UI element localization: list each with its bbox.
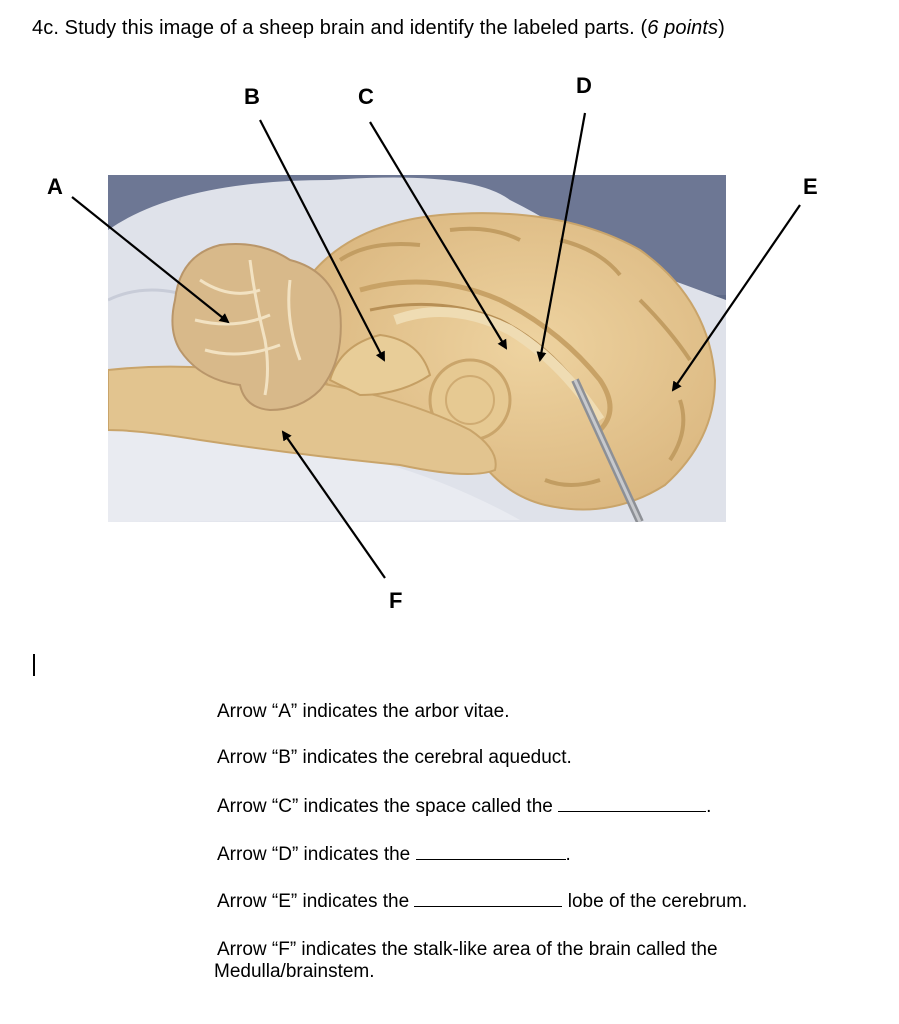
statement-f-continuation: Medulla/brainstem.: [214, 961, 375, 982]
question-title: 4c. Study this image of a sheep brain and identify the labeled parts. (6 points): [32, 17, 725, 39]
label-b: B: [244, 84, 260, 109]
label-a: A: [47, 174, 63, 199]
statement-a: Arrow “A” indicates the arbor vitae.: [217, 701, 510, 722]
statement-c: Arrow “C” indicates the space called the .: [217, 796, 712, 817]
statement-f: Arrow “F” indicates the stalk-like area of the brain called the Medulla/brainstem.: [217, 939, 797, 983]
label-c: C: [358, 84, 374, 109]
answer-blank-d[interactable]: [416, 843, 566, 860]
text-cursor: [33, 654, 35, 676]
statement-b: Arrow “B” indicates the cerebral aqueduct.: [217, 747, 572, 768]
label-e: E: [803, 174, 818, 199]
label-f: F: [389, 588, 403, 613]
points-value: 6 points: [647, 17, 719, 39]
label-d: D: [576, 73, 592, 98]
statement-e: Arrow “E” indicates the lobe of the cerebrum.: [217, 891, 748, 912]
answer-blank-e[interactable]: [414, 890, 562, 907]
answer-blank-c[interactable]: [558, 795, 706, 812]
brain-photo: [108, 175, 726, 522]
statement-d: Arrow “D” indicates the .: [217, 844, 571, 865]
